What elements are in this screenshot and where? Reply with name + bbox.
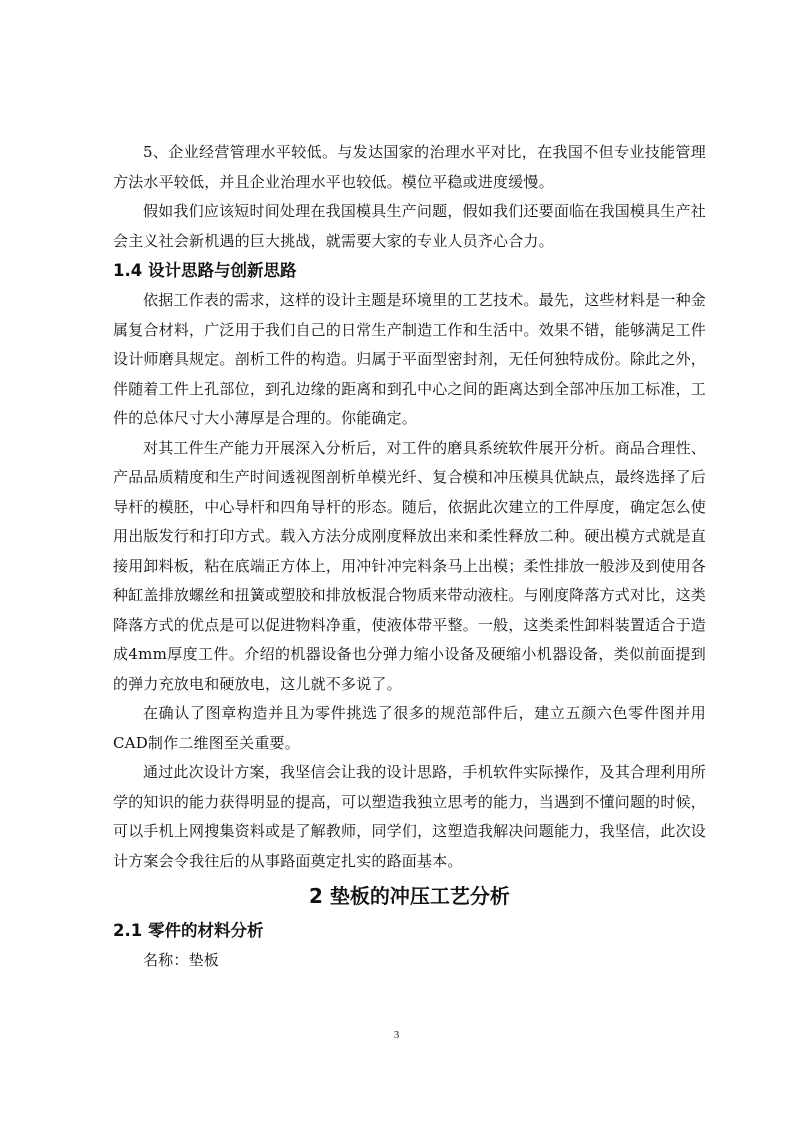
paragraph-design-reflection: 通过此次设计方案，我坚信会让我的设计思路，手机软件实际操作，及其合理利用所学的知识的能力获得明显的提高，可以塑造我独立思考的能力，当遇到不懂问题的时候，可以手机上网搜集资料或是了解教师，同学们，这塑造我解决问题能力，我坚信，此次设计方案会令我往后的从事路面奠定扎实的路面基本。 [113, 763, 706, 870]
page-content [113, 138, 706, 976]
paragraph-part-name: 名称：垫板 [143, 951, 220, 969]
paragraph-die-analysis: 对其工件生产能力开展深入分析后，对工件的磨具系统软件展开分析。商品合理性、产品品质精度和生产时间透视图剖析单模光纤、复合模和冲压模具优缺点，最终选择了后导杆的模胚，中心导杆和四角导杆的形态。随后，依据此次建立的工件厚度，确定怎么使用出版发行和打印方式。载入方法分成刚度释放出来和柔性释放二种。硬出模方式就是直接用卸料板，粘在底端正方体上，用冲针冲完料条马上出模；柔性排放一般涉及到使用各种缸盖排放螺丝和扭簧或塑胶和排放板混合物质来带动液柱。与刚度降落方式对比，这类降落方式的优点是可以促进物料净重，使液体带平整。一般，这类柔性卸料装置适合于造成4mm厚度工件。介绍的机器设备也分弹力缩小设备及硬缩小机器设备，类似前面提到的弹力充放电和硬放电，这儿就不多说了。 [113, 438, 706, 693]
paragraph-management-level: 5、企业经营管理水平较低。与发达国家的治理水平对比，在我国不但专业技能管理方法水平较低，并且企业治理水平也较低。模位平稳或进度缓慢。 [113, 143, 706, 191]
paragraph-design-basis: 依据工作表的需求，这样的设计主题是环境里的工艺技术。最先，这些材料是一种金属复合材料，广泛用于我们自己的日常生产制造工作和生活中。效果不错，能够满足工件设计师磨具规定。剖析工件的构造。归属于平面型密封剂，无任何独特成份。除此之外，伴随着工件上孔部位，到孔边缘的距离和到孔中心之间的距离达到全部冲压加工标准，工件的总体尺寸大小薄厚是合理的。你能确定。 [113, 291, 706, 427]
section-heading-1-4: 1.4 设计思路与创新思路 [113, 261, 297, 280]
section-heading-2-1: 2.1 零件的材料分析 [113, 921, 264, 940]
chapter-heading-2: 2 垫板的冲压工艺分析 [309, 884, 510, 908]
paragraph-challenge: 假如我们应该短时间处理在我国模具生产问题，假如我们还要面临在我国模具生产社会主义社会新机遇的巨大挑战，就需要大家的专业人员齐心合力。 [113, 202, 706, 250]
paragraph-part-drawing: 在确认了图章构造并且为零件挑选了很多的规范部件后，建立五颜六色零件图并用CAD制作二维图至关重要。 [113, 704, 706, 752]
page-number: 3 [393, 1029, 400, 1041]
